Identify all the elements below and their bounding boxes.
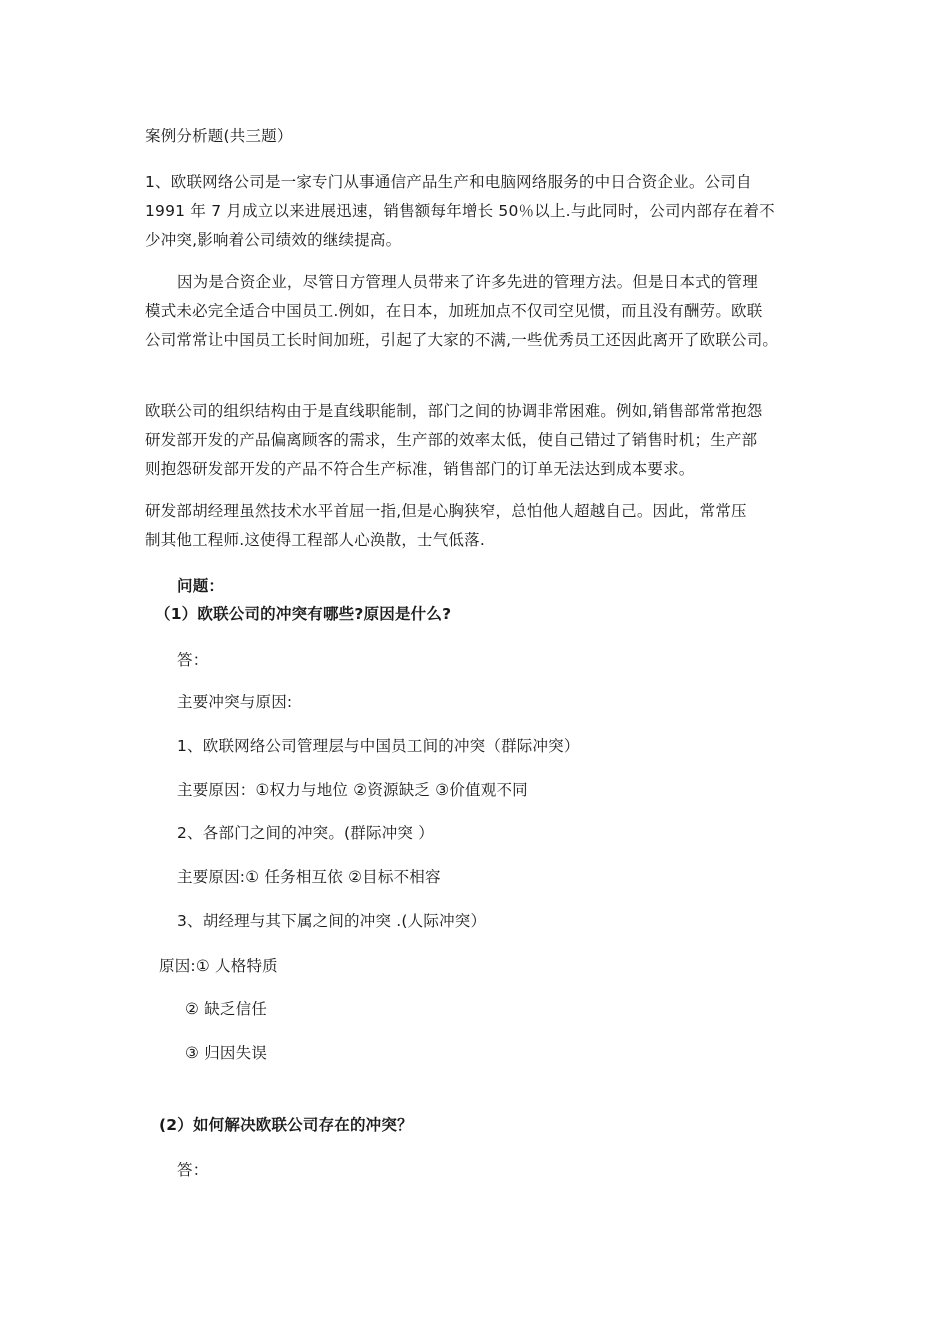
case-paragraph-1-line-2: 1991 年 7 月成立以来进展迅速，销售额每年增长 50％以上.与此同时，公司内部存在着不	[145, 202, 775, 220]
case-paragraph-1-line-3: 少冲突,影响着公司绩效的继续提高。	[145, 231, 402, 249]
conflict-3-reason-3: ③ 归因失误	[185, 1044, 268, 1062]
conflict-3-reason-2: ② 缺乏信任	[185, 1000, 268, 1018]
question-1: （1）欧联公司的冲突有哪些?原因是什么?	[155, 605, 452, 623]
conflict-2: 2、各部门之间的冲突。(群际冲突 ）	[177, 824, 434, 842]
case-paragraph-3-line-1: 欧联公司的组织结构由于是直线职能制，部门之间的协调非常困难。例如,销售部常常抱怨	[145, 402, 763, 420]
document-title: 案例分析题(共三题）	[145, 127, 293, 145]
conflict-1: 1、欧联网络公司管理层与中国员工间的冲突（群际冲突）	[177, 737, 580, 755]
conflict-2-reason: 主要原因:① 任务相互依 ②目标不相容	[177, 868, 441, 886]
question-2-answer-label: 答：	[177, 1161, 209, 1179]
case-paragraph-3-line-3: 则抱怨研发部开发的产品不符合生产标准，销售部门的订单无法达到成本要求。	[145, 460, 695, 478]
question-2: (2）如何解决欧联公司存在的冲突？	[159, 1116, 413, 1134]
case-paragraph-1-line-1: 1、欧联网络公司是一家专门从事通信产品生产和电脑网络服务的中日合资企业。公司自	[145, 173, 752, 191]
case-paragraph-2-line-2: 模式未必完全适合中国员工.例如，在日本，加班加点不仅司空见惯，而且没有酬劳。欧联	[145, 302, 763, 320]
conflict-3: 3、胡经理与其下属之间的冲突 .(人际冲突）	[177, 912, 487, 930]
case-paragraph-2-line-3: 公司常常让中国员工长时间加班，引起了大家的不满,一些优秀员工还因此离开了欧联公司。	[145, 331, 779, 349]
questions-label: 问题：	[177, 577, 225, 595]
case-paragraph-4-line-1: 研发部胡经理虽然技术水平首屈一指,但是心胸狭窄，总怕他人超越自己。因此，常常压	[145, 502, 747, 520]
case-paragraph-2-line-1: 因为是合资企业，尽管日方管理人员带来了许多先进的管理方法。但是日本式的管理	[177, 273, 758, 291]
conflict-3-reason-1: 原因:① 人格特质	[159, 957, 278, 975]
case-paragraph-3-line-2: 研发部开发的产品偏离顾客的需求，生产部的效率太低，使自己错过了销售时机；生产部	[145, 431, 758, 449]
conflict-1-reason: 主要原因：①权力与地位 ②资源缺乏 ③价值观不同	[177, 781, 528, 799]
case-paragraph-4-line-2: 制其他工程师.这使得工程部人心涣散，士气低落.	[145, 531, 485, 549]
question-1-answer-label: 答：	[177, 651, 209, 669]
answer-intro: 主要冲突与原因:	[177, 693, 293, 711]
